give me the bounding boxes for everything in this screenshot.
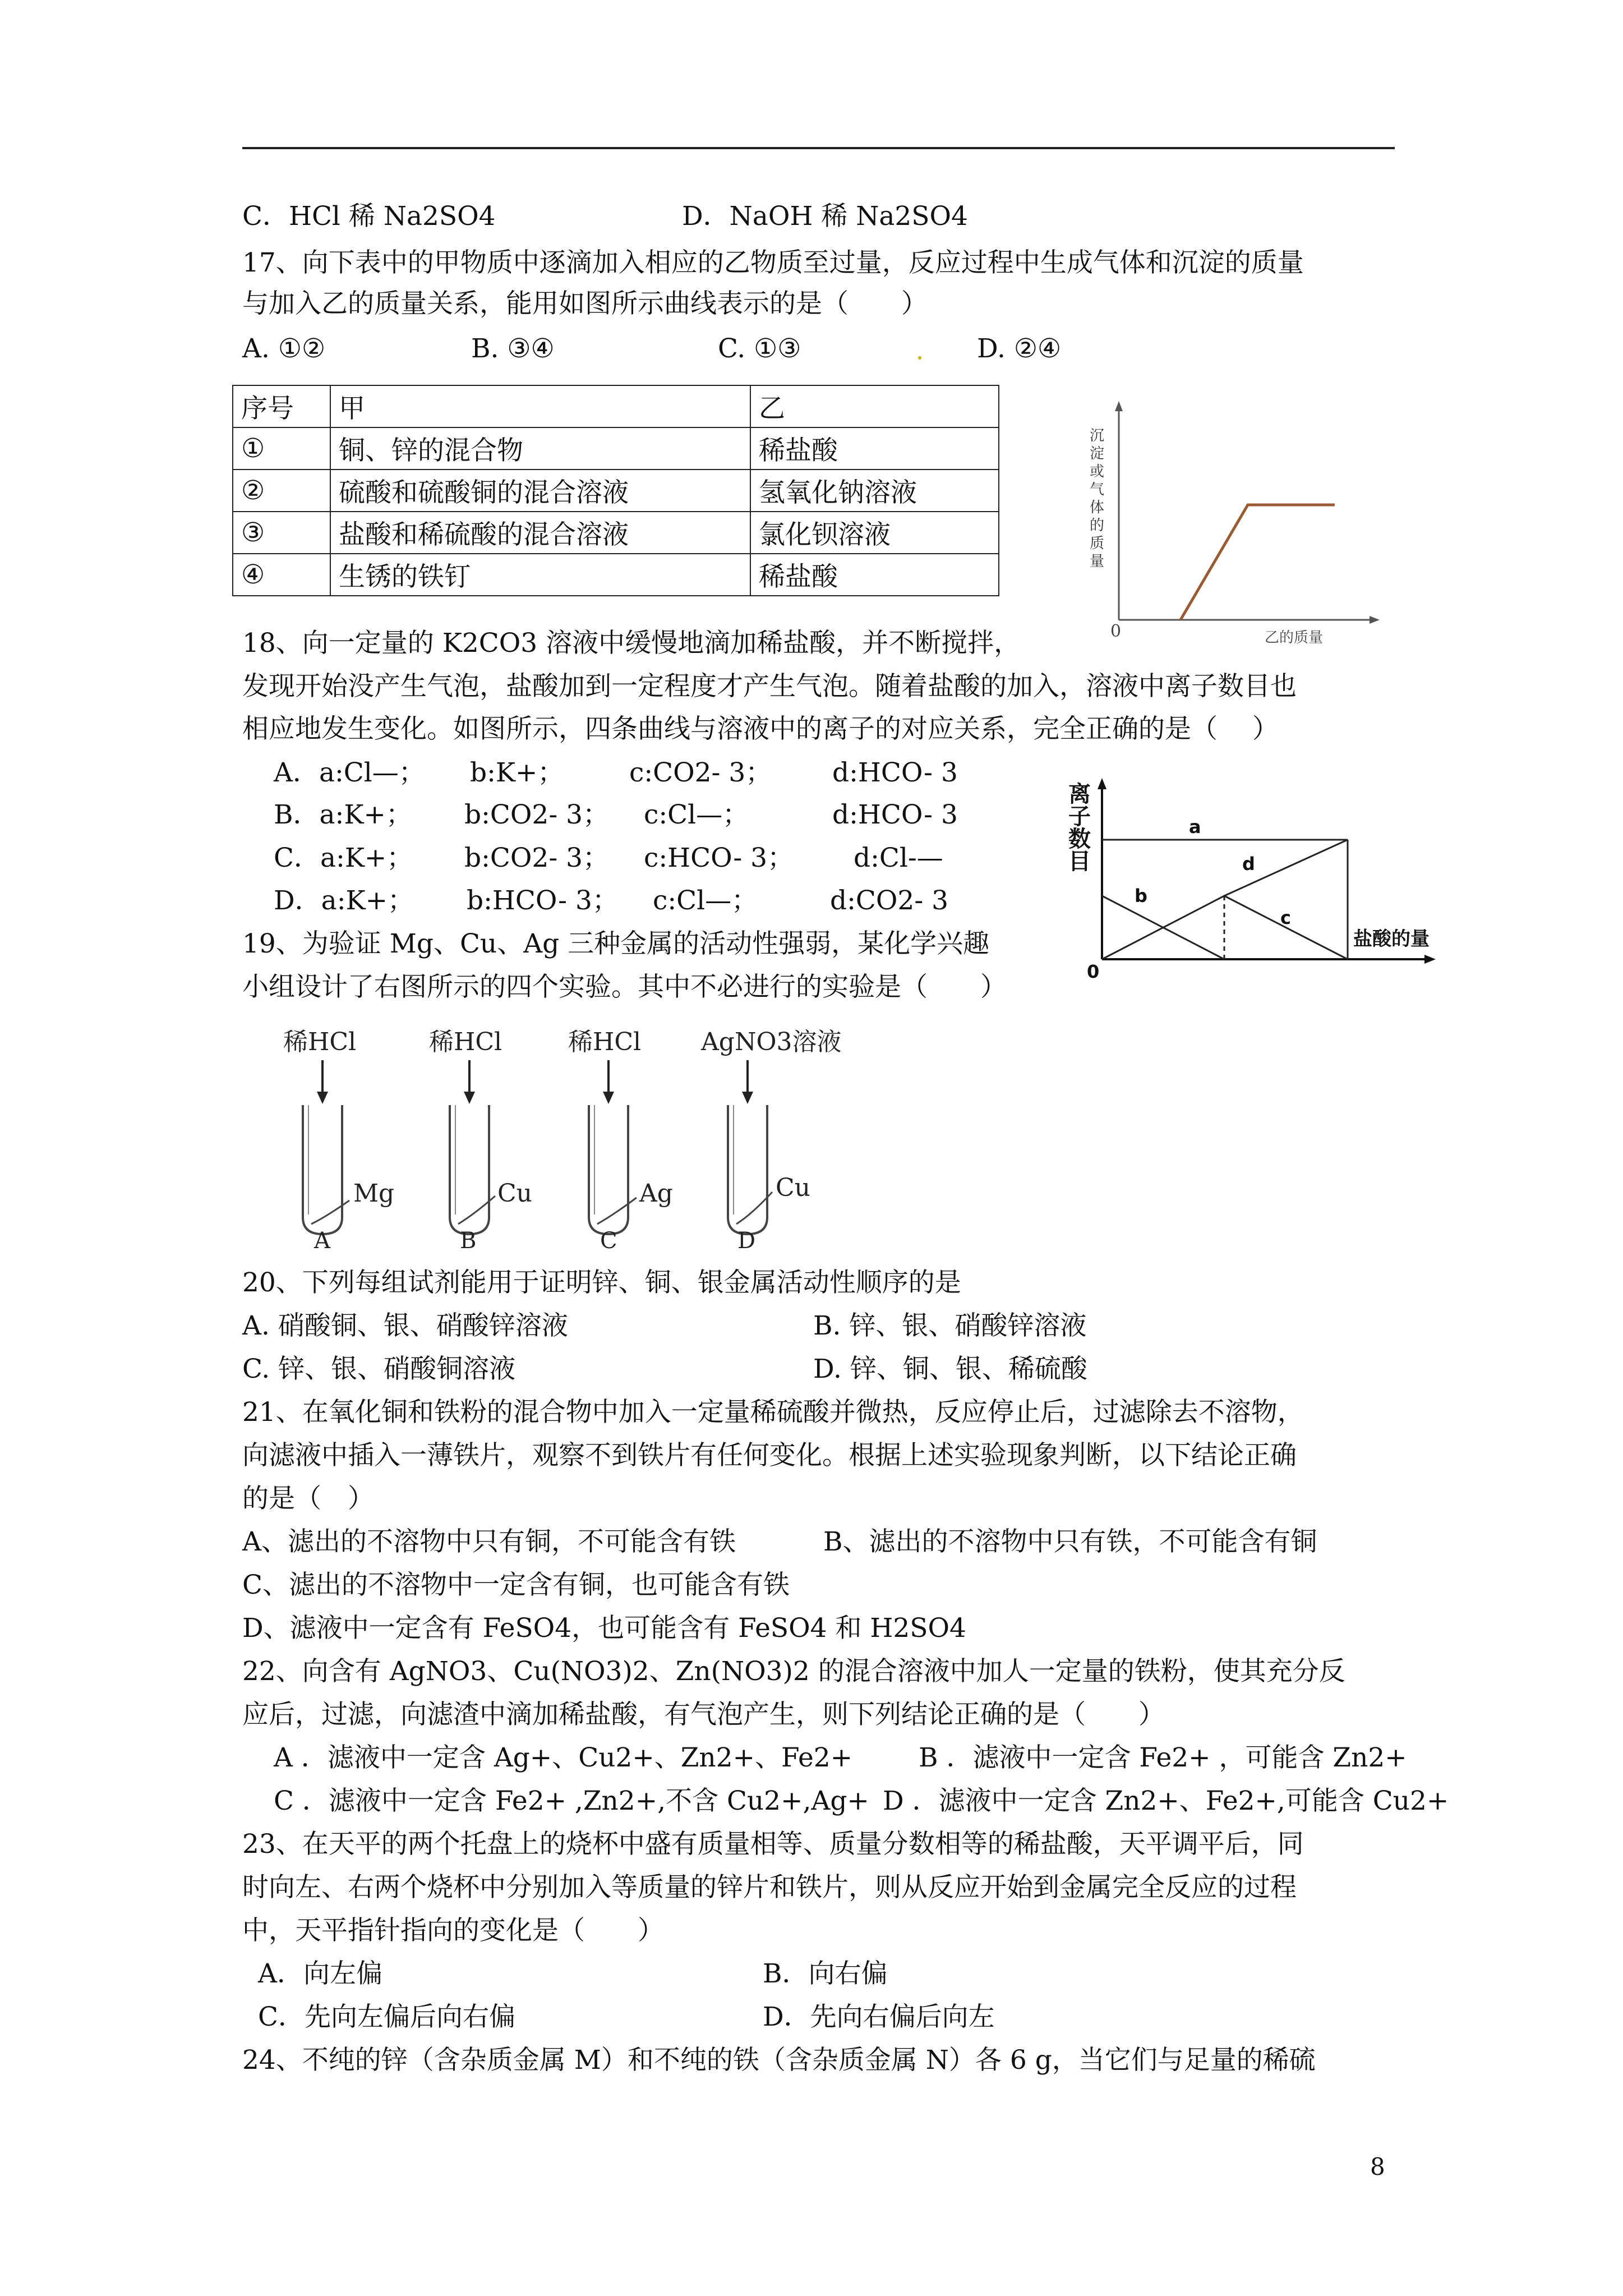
q18-option-c-part: C．a:K+；: [274, 843, 413, 873]
q18-y-arrow: [1098, 778, 1106, 789]
q19-arrow-head-b: [464, 1092, 475, 1104]
table-cell: 盐酸和稀硫酸的混合溶液: [330, 512, 750, 554]
table-cell: 氯化钡溶液: [750, 512, 999, 554]
table-row: [233, 427, 999, 470]
q23-stem-1: 23、在天平的两个托盘上的烧杯中盛有质量相等、质量分数相等的稀盐酸，天平调平后，同: [242, 1829, 1304, 1860]
q18-x-arrow: [1424, 955, 1436, 964]
q17-y-label-char: 淀: [1090, 445, 1105, 462]
q20-option-d: D. 锌、铜、银、稀硫酸: [813, 1354, 1087, 1384]
q17-option-c: C. ①③: [718, 333, 801, 364]
q19-experiment-figure: [278, 1021, 923, 1257]
q21-stem-1: 21、在氧化铜和铁粉的混合物中加入一定量稀硫酸并微热，反应停止后，过滤除去不溶物，: [242, 1397, 1304, 1428]
q18-x-label: 盐酸的量: [1353, 928, 1430, 950]
q17-y-label-char: 的: [1090, 517, 1105, 534]
table-header-cell: 乙: [750, 385, 999, 427]
q18-option-d-part: d:CO2- 3: [830, 885, 949, 916]
q18-curve-label-c: c: [1280, 907, 1291, 928]
q19-stem-2: 小组设计了右图所示的四个实验。其中不必进行的实验是（ ）: [242, 972, 1007, 1002]
q19-tube-label-c: C: [600, 1228, 617, 1254]
q23-option-a: A．向左偏: [258, 1958, 382, 1989]
q18-option-c-part: c:HCO- 3；: [644, 843, 794, 873]
q17-y-label-char: 体: [1090, 499, 1105, 516]
q18-option-b-part: b:CO2- 3；: [464, 799, 610, 830]
stray-mark: [918, 356, 921, 360]
q22-stem-1: 22、向含有 AgNO3、Cu(NO3)2、Zn(NO3)2 的混合溶液中加人一定量的铁粉，使其充分反: [242, 1656, 1345, 1687]
table-header-row: [233, 385, 999, 427]
q19-tube-label-b: B: [460, 1228, 477, 1254]
table-header-cell: 序号: [233, 385, 330, 427]
q21-option-d: D、滤液中一定含有 FeSO4，也可能含有 FeSO4 和 H2SO4: [242, 1613, 966, 1644]
q19-metal-c: [597, 1198, 637, 1224]
table-cell: 硫酸和硫酸铜的混合溶液: [330, 470, 750, 512]
q18-option-a-part: A．a:Cl—；: [274, 757, 425, 788]
page-number: 8: [1370, 2153, 1385, 2180]
table-cell: 生锈的铁钉: [330, 554, 750, 596]
q22-option-a: A ．滤液中一定含 Ag+、Cu2+、Zn2+、Fe2+: [274, 1742, 853, 1773]
q18-option-c-part: d:Cl-—: [854, 843, 943, 873]
q19-metal-label-b: Cu: [497, 1179, 533, 1208]
q18-option-d-part: c:Cl—；: [653, 885, 758, 916]
q19-arrow-head-c: [603, 1092, 614, 1104]
q18-option-d-part: b:HCO- 3；: [467, 885, 619, 916]
q17-stem-2: 与加入乙的质量关系，能用如图所示曲线表示的是（ ）: [242, 288, 928, 319]
q16-option-d: D．NaOH 稀 Na2SO4: [682, 201, 968, 232]
q18-y-label-char: 离: [1068, 781, 1091, 807]
q18-y-label-char: 子: [1068, 804, 1091, 830]
q19-reagent-b: 稀HCl: [429, 1028, 502, 1056]
q18-graph: [1068, 777, 1444, 984]
q21-stem-2: 向滤液中插入一薄铁片，观察不到铁片有任何变化。根据上述实验现象判断，以下结论正确: [242, 1440, 1297, 1471]
q19-metal-a: [311, 1200, 349, 1224]
q20-option-b: B. 锌、银、硝酸锌溶液: [813, 1310, 1087, 1341]
q18-origin-label: 0: [1087, 961, 1100, 982]
q18-option-b-part: B．a:K+；: [274, 799, 412, 830]
table-cell: ④: [233, 554, 330, 596]
q19-reagent-a: 稀HCl: [283, 1028, 357, 1056]
q17-table: [232, 385, 999, 596]
q18-stem-1: 18、向一定量的 K2CO3 溶液中缓慢地滴加稀盐酸，并不断搅拌，: [242, 628, 1021, 659]
q19-metal-label-c: Ag: [639, 1179, 673, 1208]
q20-stem: 20、下列每组试剂能用于证明锌、铜、银金属活动性顺序的是: [242, 1267, 961, 1298]
q22-option-b: B ．滤液中一定含 Fe2+ ，可能含 Zn2+: [919, 1742, 1407, 1773]
q23-stem-2: 时向左、右两个烧杯中分别加入等质量的锌片和铁片，则从反应开始到金属完全反应的过程: [242, 1872, 1297, 1903]
q19-metal-label-d: Cu: [776, 1174, 811, 1202]
q18-stem-2: 发现开始没产生气泡，盐酸加到一定程度才产生气泡。随着盐酸的加入，溶液中离子数目也: [242, 671, 1297, 702]
q24-stem: 24、不纯的锌（含杂质金属 M）和不纯的铁（含杂质金属 N）各 6 g，当它们与足量的稀硫: [242, 2045, 1316, 2076]
q17-curve: [1181, 505, 1335, 620]
q17-x-arrow: [1370, 616, 1380, 624]
table-row: [233, 554, 999, 596]
q18-option-a-part: b:K+；: [470, 757, 564, 788]
q19-metal-label-a: Mg: [353, 1179, 395, 1208]
header-rule: [242, 147, 1395, 149]
q19-tube-label-a: A: [314, 1228, 330, 1254]
q17-y-label-char: 质: [1090, 535, 1105, 552]
q17-y-arrow: [1115, 401, 1123, 411]
q21-option-c: C、滤出的不溶物中一定含有铜，也可能含有铁: [242, 1570, 790, 1600]
table-cell: 稀盐酸: [750, 554, 999, 596]
q19-tube-label-d: D: [737, 1228, 756, 1254]
q20-option-a: A. 硝酸铜、银、硝酸锌溶液: [242, 1310, 568, 1341]
table-cell: ②: [233, 470, 330, 512]
q16-option-c: C．HCl 稀 Na2SO4: [242, 201, 496, 232]
q18-option-a-part: d:HCO- 3: [832, 757, 958, 788]
q18-stem-3: 相应地发生变化。如图所示，四条曲线与溶液中的离子的对应关系，完全正确的是（ ）: [242, 714, 1279, 744]
q17-graph: [1080, 395, 1394, 648]
q17-origin-label: 0: [1110, 622, 1122, 641]
q23-option-d: D．先向右偏后向左: [763, 2001, 995, 2032]
q23-stem-3: 中，天平指针指向的变化是（ ）: [242, 1915, 664, 1946]
q18-y-label-char: 目: [1068, 849, 1091, 875]
table-cell: ③: [233, 512, 330, 554]
q18-option-a-part: c:CO2- 3；: [629, 757, 772, 788]
q21-stem-3: 的是（ ）: [242, 1483, 374, 1514]
table-cell: 铜、锌的混合物: [330, 427, 750, 470]
q19-reagent-d: AgNO3溶液: [701, 1028, 842, 1056]
table-row: [233, 512, 999, 554]
q20-option-c: C. 锌、银、硝酸铜溶液: [242, 1354, 516, 1384]
q18-curve-label-b: b: [1135, 885, 1147, 907]
q23-option-c: C．先向左偏后向右偏: [258, 2001, 515, 2032]
q17-x-label: 乙的质量: [1265, 629, 1324, 646]
q18-option-c-part: b:CO2- 3；: [464, 843, 610, 873]
table-cell: ①: [233, 427, 330, 470]
q17-option-b: B. ③④: [471, 333, 555, 364]
q18-curve-label-d: d: [1242, 853, 1255, 875]
q17-stem-1: 17、向下表中的甲物质中逐滴加入相应的乙物质至过量，反应过程中生成气体和沉淀的质量: [242, 247, 1304, 278]
q19-arrow-head-d: [742, 1092, 753, 1104]
q17-y-label-char: 气: [1090, 481, 1105, 498]
table-cell: 氢氧化钠溶液: [750, 470, 999, 512]
q19-arrow-head-a: [317, 1092, 328, 1104]
q22-option-d: D ．滤液中一定含 Zn2+、Fe2+,可能含 Cu2+: [883, 1786, 1449, 1816]
q19-stem-1: 19、为验证 Mg、Cu、Ag 三种金属的活动性强弱，某化学兴趣: [242, 928, 990, 959]
q17-y-label-char: 量: [1090, 553, 1105, 570]
q18-y-label-char: 数: [1068, 826, 1091, 852]
q21-option-b: B、滤出的不溶物中只有铁，不可能含有铜: [823, 1526, 1317, 1557]
q18-option-b-part: c:Cl—；: [644, 799, 749, 830]
q18-option-b-part: d:HCO- 3: [832, 799, 958, 830]
table-cell: 稀盐酸: [750, 427, 999, 470]
q22-option-c: C ．滤液中一定含 Fe2+ ,Zn2+,不含 Cu2+,Ag+: [274, 1786, 869, 1816]
q21-option-a: A、滤出的不溶物中只有铜，不可能含有铁: [242, 1526, 736, 1557]
table-row: [233, 470, 999, 512]
q18-option-d-part: D．a:K+；: [274, 885, 414, 916]
q18-curve-label-a: a: [1189, 816, 1201, 838]
q17-option-a: A. ①②: [242, 333, 326, 364]
q17-y-label-char: 沉: [1090, 427, 1105, 444]
q17-option-d: D. ②④: [977, 333, 1062, 364]
table-header-cell: 甲: [330, 385, 750, 427]
q23-option-b: B．向右偏: [763, 1958, 888, 1989]
q22-stem-2: 应后，过滤，向滤渣中滴加稀盐酸，有气泡产生，则下列结论正确的是（ ）: [242, 1699, 1165, 1730]
q17-y-label-char: 或: [1090, 463, 1105, 480]
q19-reagent-c: 稀HCl: [568, 1028, 642, 1056]
